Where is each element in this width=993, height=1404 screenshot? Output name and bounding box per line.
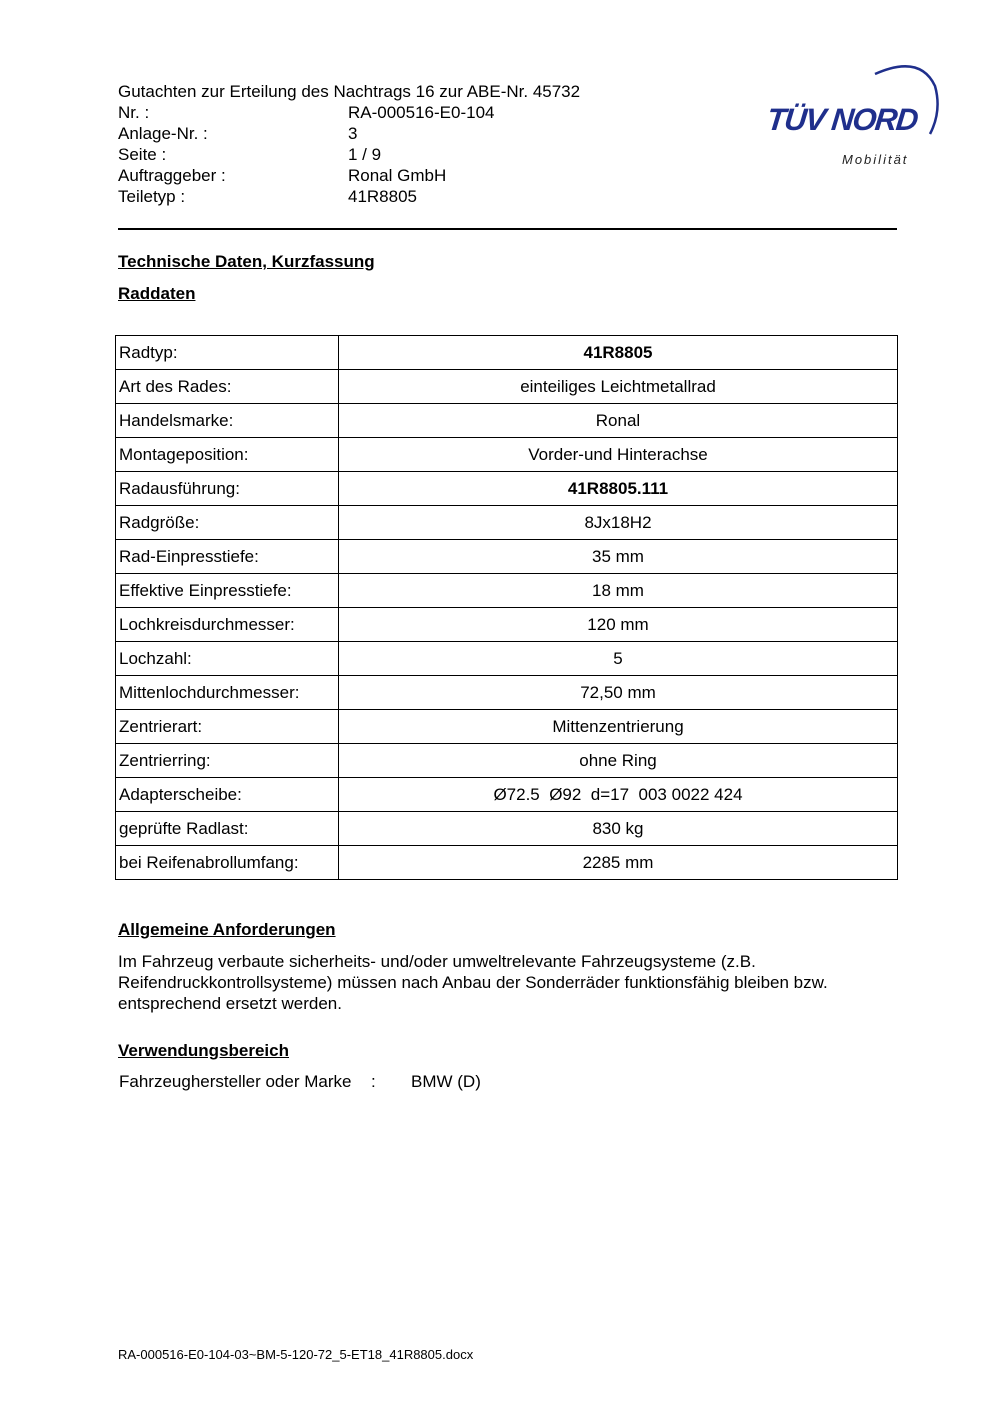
table-row: Radtyp: 41R8805 xyxy=(116,336,898,370)
header-row-nr: Nr. : RA-000516-E0-104 xyxy=(118,103,495,122)
tuv-nord-logo xyxy=(760,56,945,176)
logo-wordmark: TÜV NORD xyxy=(765,102,919,137)
raddaten-table xyxy=(115,335,898,880)
table-row: Lochkreisdurchmesser: 120 mm xyxy=(116,608,898,642)
header-row-anlage: Anlage-Nr. : 3 xyxy=(118,124,358,143)
usage-value: BMW (D) xyxy=(411,1072,481,1091)
section-allgemeine-anforderungen: Allgemeine Anforderungen xyxy=(118,920,336,939)
logo-subtitle: Mobilität xyxy=(842,152,909,167)
footer-filename: RA-000516-E0-104-03~BM-5-120-72_5-ET18_41R8805.docx xyxy=(118,1347,474,1362)
section-raddaten: Raddaten xyxy=(118,284,196,303)
document-header xyxy=(118,81,580,207)
table-row: Zentrierart: Mittenzentrierung xyxy=(116,710,898,744)
table-row: Radausführung: 41R8805.111 xyxy=(116,472,898,506)
header-row-seite: Seite : 1 / 9 xyxy=(118,145,382,164)
table-row: Montageposition: Vorder-und Hinterachse xyxy=(116,438,898,472)
table-row: Effektive Einpresstiefe: 18 mm xyxy=(116,574,898,608)
usage-label: Fahrzeughersteller oder Marke xyxy=(119,1072,352,1091)
table-row: bei Reifenabrollumfang: 2285 mm xyxy=(116,846,898,880)
table-row: geprüfte Radlast: 830 kg xyxy=(116,812,898,846)
section-technische-daten: Technische Daten, Kurzfassung xyxy=(118,252,375,271)
table-row: Mittenlochdurchmesser: 72,50 mm xyxy=(116,676,898,710)
header-row-auftraggeber: Auftraggeber : Ronal GmbH xyxy=(118,166,447,185)
table-row: Radgröße: 8Jx18H2 xyxy=(116,506,898,540)
table-row: Handelsmarke: Ronal xyxy=(116,404,898,438)
table-row: Rad-Einpresstiefe: 35 mm xyxy=(116,540,898,574)
table-row: Art des Rades: einteiliges Leichtmetallrad xyxy=(116,370,898,404)
anforderungen-paragraph: Im Fahrzeug verbaute sicherheits- und/oder umweltrelevante Fahrzeugsysteme (z.B. Reifendruckkontrollsysteme) müssen nach Anbau der Sonderräder funktionsfähig bleiben bzw. entsprechend ersetzt werden. xyxy=(118,952,828,1013)
usage-row xyxy=(119,1072,481,1092)
header-divider xyxy=(118,228,897,230)
usage-separator: : xyxy=(371,1072,376,1091)
section-verwendungsbereich: Verwendungsbereich xyxy=(118,1041,289,1060)
header-row-teiletyp: Teiletyp : 41R8805 xyxy=(118,187,418,206)
table-row: Lochzahl: 5 xyxy=(116,642,898,676)
table-row: Zentrierring: ohne Ring xyxy=(116,744,898,778)
report-title: Gutachten zur Erteilung des Nachtrags 16 zur ABE-Nr. 45732 xyxy=(118,82,581,101)
table-row: Adapterscheibe: Ø72.5 Ø92 d=17 003 0022 424 xyxy=(116,778,898,812)
